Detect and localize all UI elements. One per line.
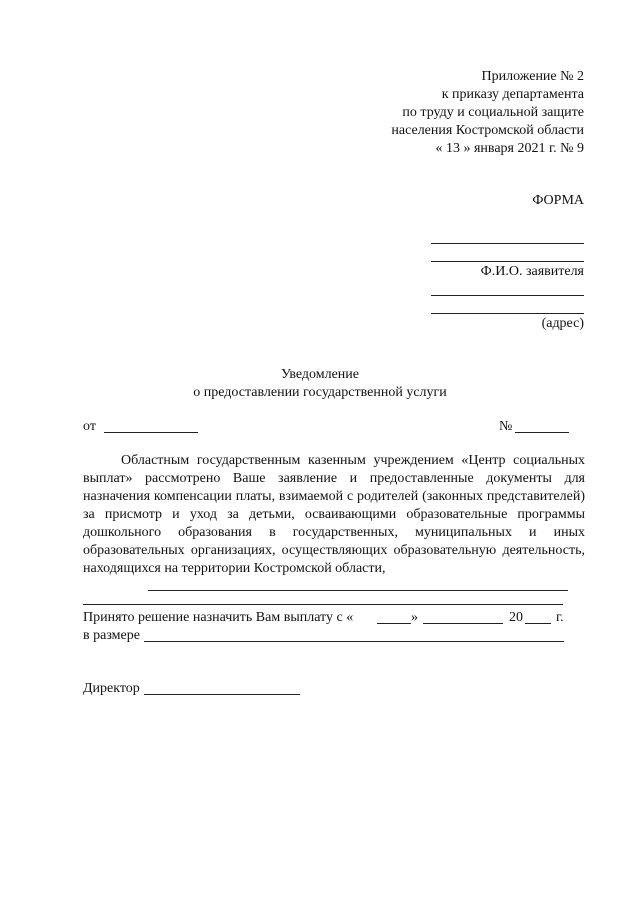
- notice-title: Уведомление: [280, 367, 359, 382]
- from-label: от: [83, 419, 96, 434]
- applicant-name-line-2[interactable]: [431, 261, 584, 262]
- decision-label: Принято решение назначить Вам выплату с «: [83, 610, 354, 625]
- address-line-2[interactable]: [431, 313, 584, 314]
- body-paragraph: Областным государственным казенным учреждением «Центр социальных выплат» рассмотрено Ваше заявление и предоставленные документы для назначения компенсации платы, взимаемой с родителей (законных представителей) за присмотр и уход за детьми, осваивающими образовательные программы дошкольного образования в государственных, муниципальных и иных образовательных организациях, осуществляющих образовательную деятельность, находящихся на территории Костромской области,: [83, 453, 585, 576]
- number-label: №: [499, 419, 513, 434]
- decision-day-field[interactable]: [377, 623, 411, 624]
- region-field-continuation[interactable]: [83, 604, 563, 605]
- notice-subtitle: о предоставлении государственной услуги: [193, 385, 447, 400]
- decision-quote-close: »: [411, 610, 418, 625]
- amount-label: в размере: [83, 628, 140, 643]
- applicant-name-line-1[interactable]: [431, 243, 584, 244]
- appendix-block: [264, 68, 584, 158]
- from-date-field[interactable]: [104, 432, 198, 433]
- decision-year-prefix: 20: [509, 610, 523, 625]
- region-field-line[interactable]: [148, 590, 568, 591]
- director-label: Директор: [83, 681, 140, 696]
- appendix-date: « 13 » января 2021 г. № 9: [435, 141, 584, 156]
- address-line-1[interactable]: [431, 295, 584, 296]
- appendix-region: населения Костромской области: [391, 123, 584, 138]
- appendix-department: по труду и социальной защите: [402, 105, 584, 120]
- appendix-order-ref: к приказу департамента: [441, 87, 584, 102]
- number-field[interactable]: [515, 432, 569, 433]
- decision-month-field[interactable]: [423, 623, 503, 624]
- applicant-name-label: Ф.И.О. заявителя: [480, 264, 584, 279]
- director-signature-field[interactable]: [144, 694, 300, 695]
- address-label: (адрес): [541, 316, 584, 331]
- amount-field[interactable]: [144, 641, 564, 642]
- form-label: ФОРМА: [532, 193, 584, 208]
- decision-year-field[interactable]: [525, 623, 551, 624]
- appendix-number: Приложение № 2: [481, 69, 584, 84]
- decision-year-suffix: г.: [556, 610, 564, 625]
